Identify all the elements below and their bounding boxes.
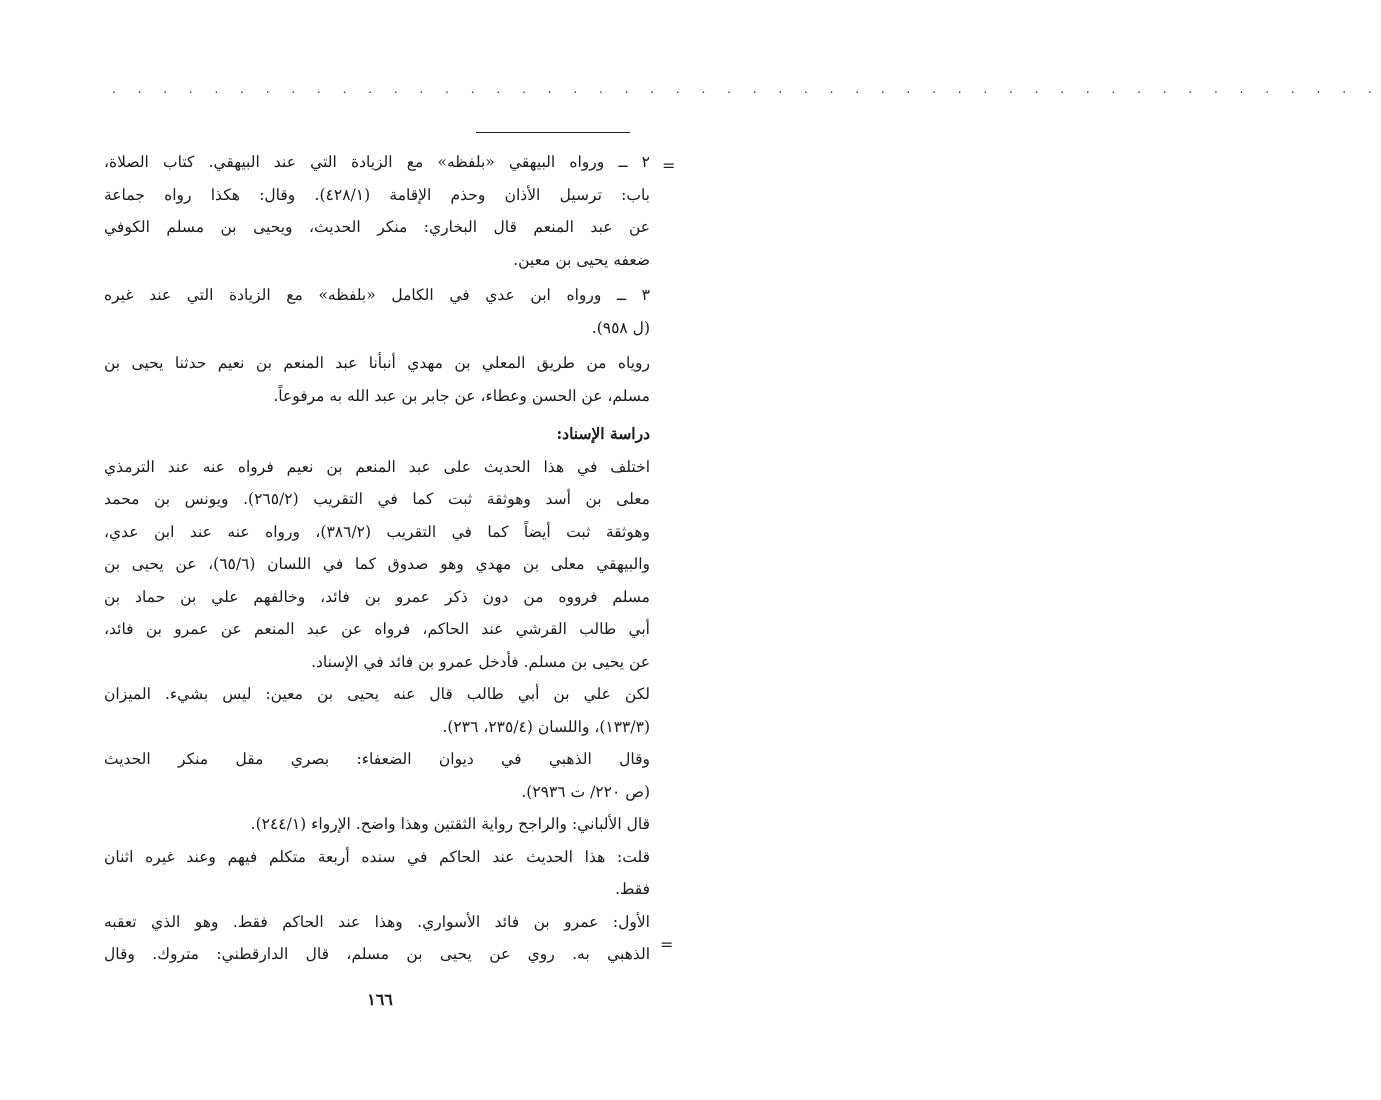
header-dotted-rule: . . . . . . . . . . . . . . . . . . . . . . . . . . . . . . . . . . . . . . . . . . . . . . . . . . xyxy=(112,82,1381,96)
footnote-line: (ل ٩٥٨). xyxy=(591,318,650,337)
body-line: (١٣٣/٣)، واللسان (٢٣٥/٤، ٢٣٦). xyxy=(442,717,650,736)
footnote-line: باب: ترسيل الأذان وحذم الإقامة (٤٢٨/١). وقال: هكذا رواه جماعة xyxy=(104,185,651,204)
body-line: الأول: عمرو بن فائد الأسواري. وهذا عند الحاكم فقط. وهو الذي تعقبه xyxy=(104,912,650,931)
body-line: قلت: هذا الحديث عند الحاكم في سنده أربعة متكلم فيهم وعند غيره اثنان xyxy=(104,847,650,866)
body-line: الذهبي به. روي عن يحيى بن مسلم، قال الدارقطني: متروك. وقال xyxy=(104,945,650,963)
body-line: والبيهقي معلى بن مهدي وهو صدوق كما في اللسان (٦٥/٦)، عن يحيى بن xyxy=(104,555,650,573)
body-line: وقال الذهبي في ديوان الضعفاء: بصري مقل منكر الحديث xyxy=(104,750,650,768)
footnote-line: مسلم، عن الحسن وعطاء، عن جابر بن عبد الله به مرفوعاً. xyxy=(273,386,650,405)
body-line: معلى بن أسد وهوثقة ثبت كما في التقريب (٢٦٥/٢). ويونس بن محمد xyxy=(104,490,650,508)
body-line: أبي طالب القرشي عند الحاكم، فرواه عن عبد المنعم عن عمرو بن فائد، xyxy=(104,620,650,638)
body-line: (ص ٢٢٠/ ت ٢٩٣٦). xyxy=(521,782,650,801)
body-line: مسلم فرووه من دون ذكر عمرو بن فائد، وخالفهم علي بن حماد بن xyxy=(104,587,650,606)
footnote-line: ٢ ــ ورواه البيهقي «بلفظه» مع الزيادة التي عند البيهقي. كتاب الصلاة، xyxy=(104,153,650,171)
body-line: وهوثقة ثبت أيضاً كما في التقريب (٣٨٦/٢)، ورواه عنه عند ابن عدي، xyxy=(104,522,650,541)
page-text xyxy=(104,146,650,971)
body-line: لكن علي بن أبي طالب قال عنه يحيى بن معين: ليس بشيء. الميزان xyxy=(104,685,650,703)
body-line: قال الألباني: والراجح رواية الثقتين وهذا واضح. الإرواء (٢٤٤/١). xyxy=(250,815,650,833)
footnote-separator xyxy=(476,132,630,133)
footnote-line: روياه من طريق المعلي بن مهدي أنبأنا عبد المنعم بن نعيم حدثنا يحيى بن xyxy=(104,354,650,372)
body-line: عن يحيى بن مسلم. فأدخل عمرو بن فائد في الإسناد. xyxy=(311,652,650,671)
footnote-line: ٣ ــ ورواه ابن عدي في الكامل «بلفظه» مع الزيادة التي عند غيره xyxy=(104,286,650,304)
page-number: ١٦٦ xyxy=(367,990,393,1009)
body-line: اختلف في هذا الحديث على عبد المنعم بن نعيم فرواه عنه عند الترمذي xyxy=(104,457,650,476)
body-line: فقط. xyxy=(615,880,650,898)
footnote-line: عن عبد المنعم قال البخاري: منكر الحديث، ويحيى بن مسلم الكوفي xyxy=(104,218,650,236)
section-heading: دراسة الإسناد: xyxy=(556,424,650,443)
continuation-mark-bottom: = xyxy=(660,935,674,954)
footnote-line: ضعفه يحيى بن معين. xyxy=(513,250,650,269)
continuation-mark-top: = xyxy=(662,156,676,175)
